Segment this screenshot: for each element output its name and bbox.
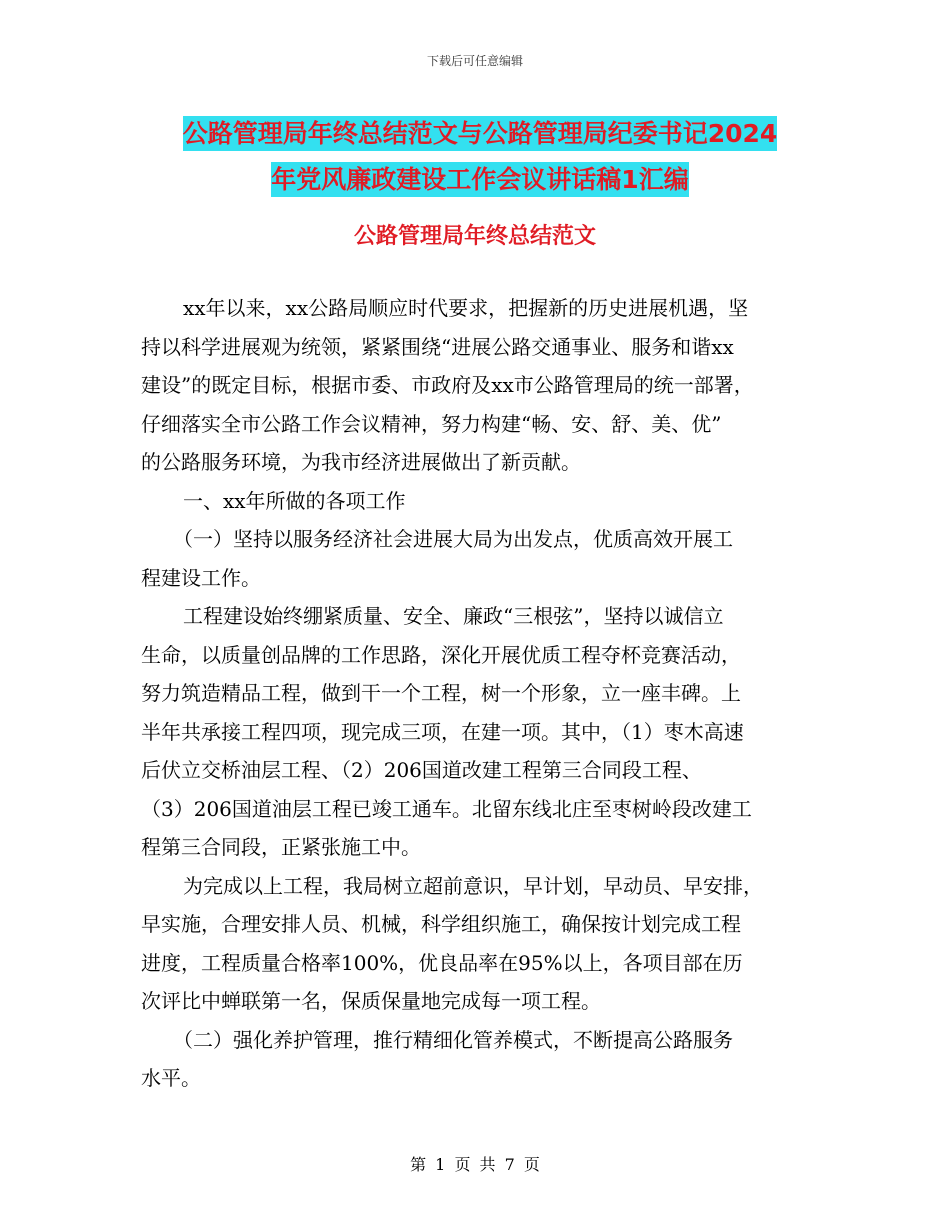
body-line: 的公路服务环境，为我市经济进展做出了新贡献。 bbox=[141, 450, 581, 474]
body-line: 后伏立交桥油层工程、（2）206国道改建工程第三合同段工程、 bbox=[141, 758, 702, 782]
body-line: 次评比中蝉联第一名，保质保量地完成每一项工程。 bbox=[141, 989, 601, 1013]
body-line: 努力筑造精品工程，做到干一个工程，树一个形象，立一座丰碑。上 bbox=[141, 681, 741, 705]
body-line: 持以科学进展观为统领，紧紧围绕“进展公路交通事业、服务和谐xx bbox=[141, 334, 734, 359]
body-line: （一）坚持以服务经济社会进展大局为出发点，优质高效开展工 bbox=[173, 527, 733, 551]
body-line: 生命，以质量创品牌的工作思路，深化开展优质工程夺杯竞赛活动， bbox=[141, 642, 741, 667]
body-line: 半年共承接工程四项，现完成三项，在建一项。其中，（1）枣木高速 bbox=[141, 719, 744, 744]
body-line: 工程建设始终绷紧质量、安全、廉政“三根弦”，坚持以诚信立 bbox=[183, 604, 724, 628]
document-title-line-2: 年党风廉政建设工作会议讲话稿1汇编 bbox=[271, 162, 688, 197]
page-header-note: 下载后可任意编辑 bbox=[426, 54, 523, 68]
body-line: xx年以来，xx公路局顺应时代要求，把握新的历史进展机遇，坚 bbox=[183, 296, 749, 320]
body-line: 程第三合同段，正紧张施工中。 bbox=[141, 835, 421, 859]
body-line: 建设”的既定目标，根据市委、市政府及xx市公路管理局的统一部署， bbox=[141, 373, 754, 397]
body-text bbox=[141, 289, 813, 1098]
page-number: 第 1 页 共 7 页 bbox=[410, 1155, 540, 1174]
body-line: 为完成以上工程，我局树立超前意识，早计划，早动员、早安排， bbox=[183, 873, 763, 898]
body-line: （3）206国道油层工程已竣工通车。北留东线北庄至枣树岭段改建工 bbox=[141, 796, 752, 821]
body-line: （二）强化养护管理，推行精细化管养模式，不断提高公路服务 bbox=[173, 1027, 733, 1052]
body-line: 进度，工程质量合格率100%，优良品率在95%以上，各项目部在历 bbox=[141, 950, 743, 975]
body-line: 程建设工作。 bbox=[141, 565, 261, 590]
body-line: 一、xx年所做的各项工作 bbox=[183, 488, 406, 513]
document-title-line-1: 公路管理局年终总结范文与公路管理局纪委书记2024 bbox=[183, 116, 778, 151]
document-title bbox=[140, 111, 820, 203]
body-line: 水平。 bbox=[141, 1066, 201, 1090]
section-title: 公路管理局年终总结范文 bbox=[353, 224, 596, 249]
body-line: 仔细落实全市公路工作会议精神，努力构建“畅、安、舒、美、优” bbox=[141, 411, 722, 436]
body-line: 早实施，合理安排人员、机械，科学组织施工，确保按计划完成工程 bbox=[141, 912, 741, 936]
